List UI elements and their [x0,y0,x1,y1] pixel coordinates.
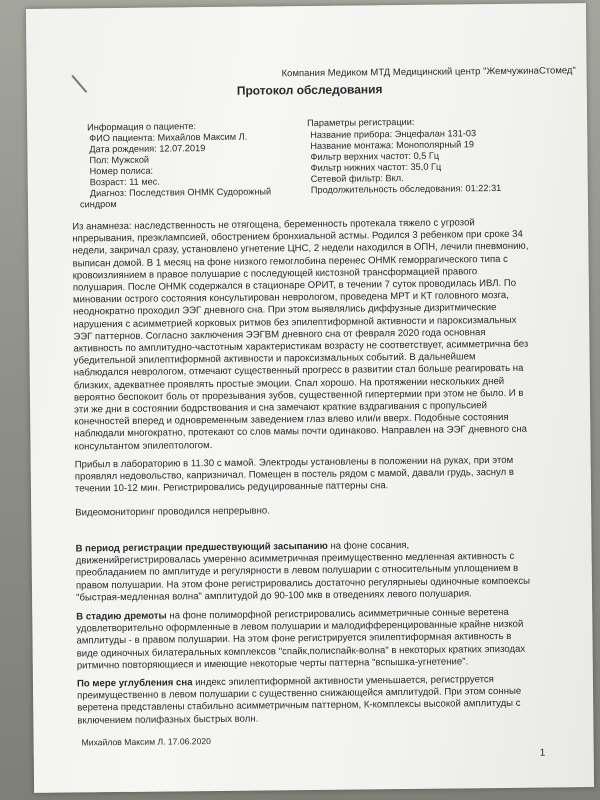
drowsiness-line: виде одиночных билатеральных комплексов "спайк,полиспайк-волна" в некоторых кратких эпизодах [76,643,526,660]
registration-mains-filter: Сетевой фильтр: Вкл. [310,173,404,184]
pre-sleep-line: "быстрая-медленная волна" амплитудой до 90-100 мкв в отведениях левого полушария. [76,588,472,604]
anamnesis-line: эти же дни в состоянии бодрствования и сна замечают краткие вздрагивания с пропульсией [74,400,487,416]
registration-device: Название прибора: Энцефалан 131-03 [310,128,477,140]
pre-sleep-line: движенийрегистрировалась умеренно асимметричная преимущественно медленная активность с [75,551,515,567]
arrival-line: проявлял недовольство, капризничал. Помещен в постель рядом с мамой, давали грудь, заснул в [74,467,515,483]
anamnesis-line: близких, адекватнее проявлять простые эмоции. Спал хорошо. На протяжении нескольких дней [73,375,505,392]
anamnesis-line: консультантом эпилептологом. [74,439,213,453]
patient-sex: Пол: Мужской [89,154,150,166]
drowsiness-paragraph [76,606,582,672]
staple-mark [71,66,97,93]
drowsiness-line: удовлетворительно оформленные в левом полушарии и малодифференцированные крайне низкой [76,618,524,635]
arrival-paragraph [75,454,580,496]
drowsiness-line: ритмично повторяющиеся и имеющие некоторые черты паттерна "вспышка-угнетение". [76,656,469,672]
anamnesis-line: конечностей вперед и одновременным заведением глаз влево или/и вверх. Подобные состояния [74,412,509,428]
anamnesis-line: неоднократно проходил ЭЭГ дневного сна. При этом выявлялись диффузные дизритмические [73,302,497,318]
patient-policy: Номер полиса: [89,165,154,177]
drowsiness-line: на фоне полиморфной регистрировались асимметричные сонные веретена [166,606,509,622]
drowsiness-line: амплитуды - в правом полушарии. На этом фоне регистрируется эпилептиформная активность в [76,631,512,647]
anamnesis-line: активность по амплитудно-частотным характеристикам возрасту не соответствует, асимметрична без [73,338,529,355]
arrival-line: течении 10-12 мин. Регистрировались редуцированные паттерны сна. [74,480,389,495]
registration-heading: Параметры регистрации: [307,116,415,129]
anamnesis-line: наблюдался неврологом, отмечают существенный прогресс в развитии стал больше реагировать на [73,363,524,379]
pre-sleep-line: правом полушарии. На этом фоне регистрировались достаточно регулярныеы одиночные компоексы [75,575,531,592]
arrival-line: Прибыл в лабораторию в 11.30 с мамой. Электроды установлены в положении на руках, при этом [74,454,514,471]
video-paragraph [75,502,580,519]
drowsiness-heading: В стадию дремоты [76,610,167,623]
document-page [26,3,594,793]
registration-duration: Продолжительность обследования: 01:22:31 [310,182,502,195]
deep-sleep-line: преимущественно в левом полушарии с существенно снижающейся амплитудой. При этом сонные [77,686,522,702]
patient-info-heading: Информация о пациенте: [87,121,197,133]
document-title: Протокол обследования [236,82,383,98]
registration-lf-filter: Фильтр нижних частот: 35,0 Гц [310,161,442,173]
page-number: 1 [539,747,546,759]
anamnesis-line: убедительной эпилептиформной активности и пароксизмальных событий. В дальнейшем [73,351,476,367]
footer-signature: Михайлов Максим Л. 17.06.2020 [81,736,211,748]
deep-sleep-heading: По мере углубления сна [76,677,193,690]
anamnesis-paragraph [72,216,579,453]
anamnesis-line: миновании острого состояния консультирован неврологом, проведена МРТ и КТ головного мозга, [72,290,509,306]
anamnesis-line: вероятно беспокоит боль от прорезывания зубов, существенной гипертермии при этом не было. И в [73,387,524,404]
anamnesis-line: выписан домой. В 1 месяц на фоне низкого гемоглобина перенес ОНМК геморрагического типа с [72,253,508,270]
deep-sleep-line: веретена представлены стабильно асимметричным паттерном, К-комплексы высокой амплитуды с [77,698,521,714]
deep-sleep-paragraph [77,673,582,727]
patient-diagnosis: Диагноз: Последствия ОНМК Судорожный [89,186,272,199]
company-name: Компания Медиком МТД Медицинский центр "ЖемчужинаСтомед" [281,65,576,80]
pre-sleep-line: преобладанием по амплитуде и регулярности в левом полушарии с относительным уплощением в [75,563,519,579]
patient-diagnosis-cont: синдром [79,199,117,210]
pre-sleep-heading: В период регистрации предшествующий засыпанию [75,540,328,555]
anamnesis-line: нпрерывания, преэклампсией, обострением бронхиальной астмы. Родился 3 ребенком при сроке 34 [72,228,523,245]
anamnesis-line: кровоизлиянием в правое полушарие с последующей кистозной трансформацией правого [72,266,478,282]
anamnesis-line: нарушения с асимметрией корковых ритмов без эпилептиформной активности и пароксизмальных [73,314,517,331]
registration-hf-filter: Фильтр верхних частот: 0,5 Гц [310,150,440,162]
patient-age: Возраст: 11 мес. [89,176,160,188]
anamnesis-line: полушария. После ОНМК содержался в стационаре ОРИТ, в течении 7 суток проводилась ИВЛ. По [72,277,517,294]
anamnesis-line: Из анамнеза: наследственность не отягощена, беременность протекала тяжело с угрозой [72,217,475,233]
patient-dob: Дата рождения: 12.07.2019 [89,143,206,155]
anamnesis-line: недели, закричал сразу, установлено угнетение ЦНС, 2 недели находился в ОПН, лечили пневмонию, [72,241,529,257]
pre-sleep-paragraph [76,538,582,604]
video-line: Видеомониторинг проводился непрерывно. [75,505,270,519]
deep-sleep-line: индекс эпилептиформной активности уменьшается, регистрруется [192,674,494,689]
anamnesis-line: ЭЭГ паттернов. Согласно заключения ЭЭГВМ дневного сна от февраля 2020 года основная [73,326,486,343]
anamnesis-line: наблюдали многократно, протекают со слов мамы почти одинаково. Направлен на ЭЭГ дневного сна [74,424,528,440]
deep-sleep-line: включением полифазных быстрых волн. [77,713,259,727]
patient-fio: ФИО пациента: Михайлов Максим Л. [89,131,248,144]
pre-sleep-line: на фоне сосания, [327,539,410,552]
registration-montage: Название монтажа: Монополярный 19 [310,139,475,151]
